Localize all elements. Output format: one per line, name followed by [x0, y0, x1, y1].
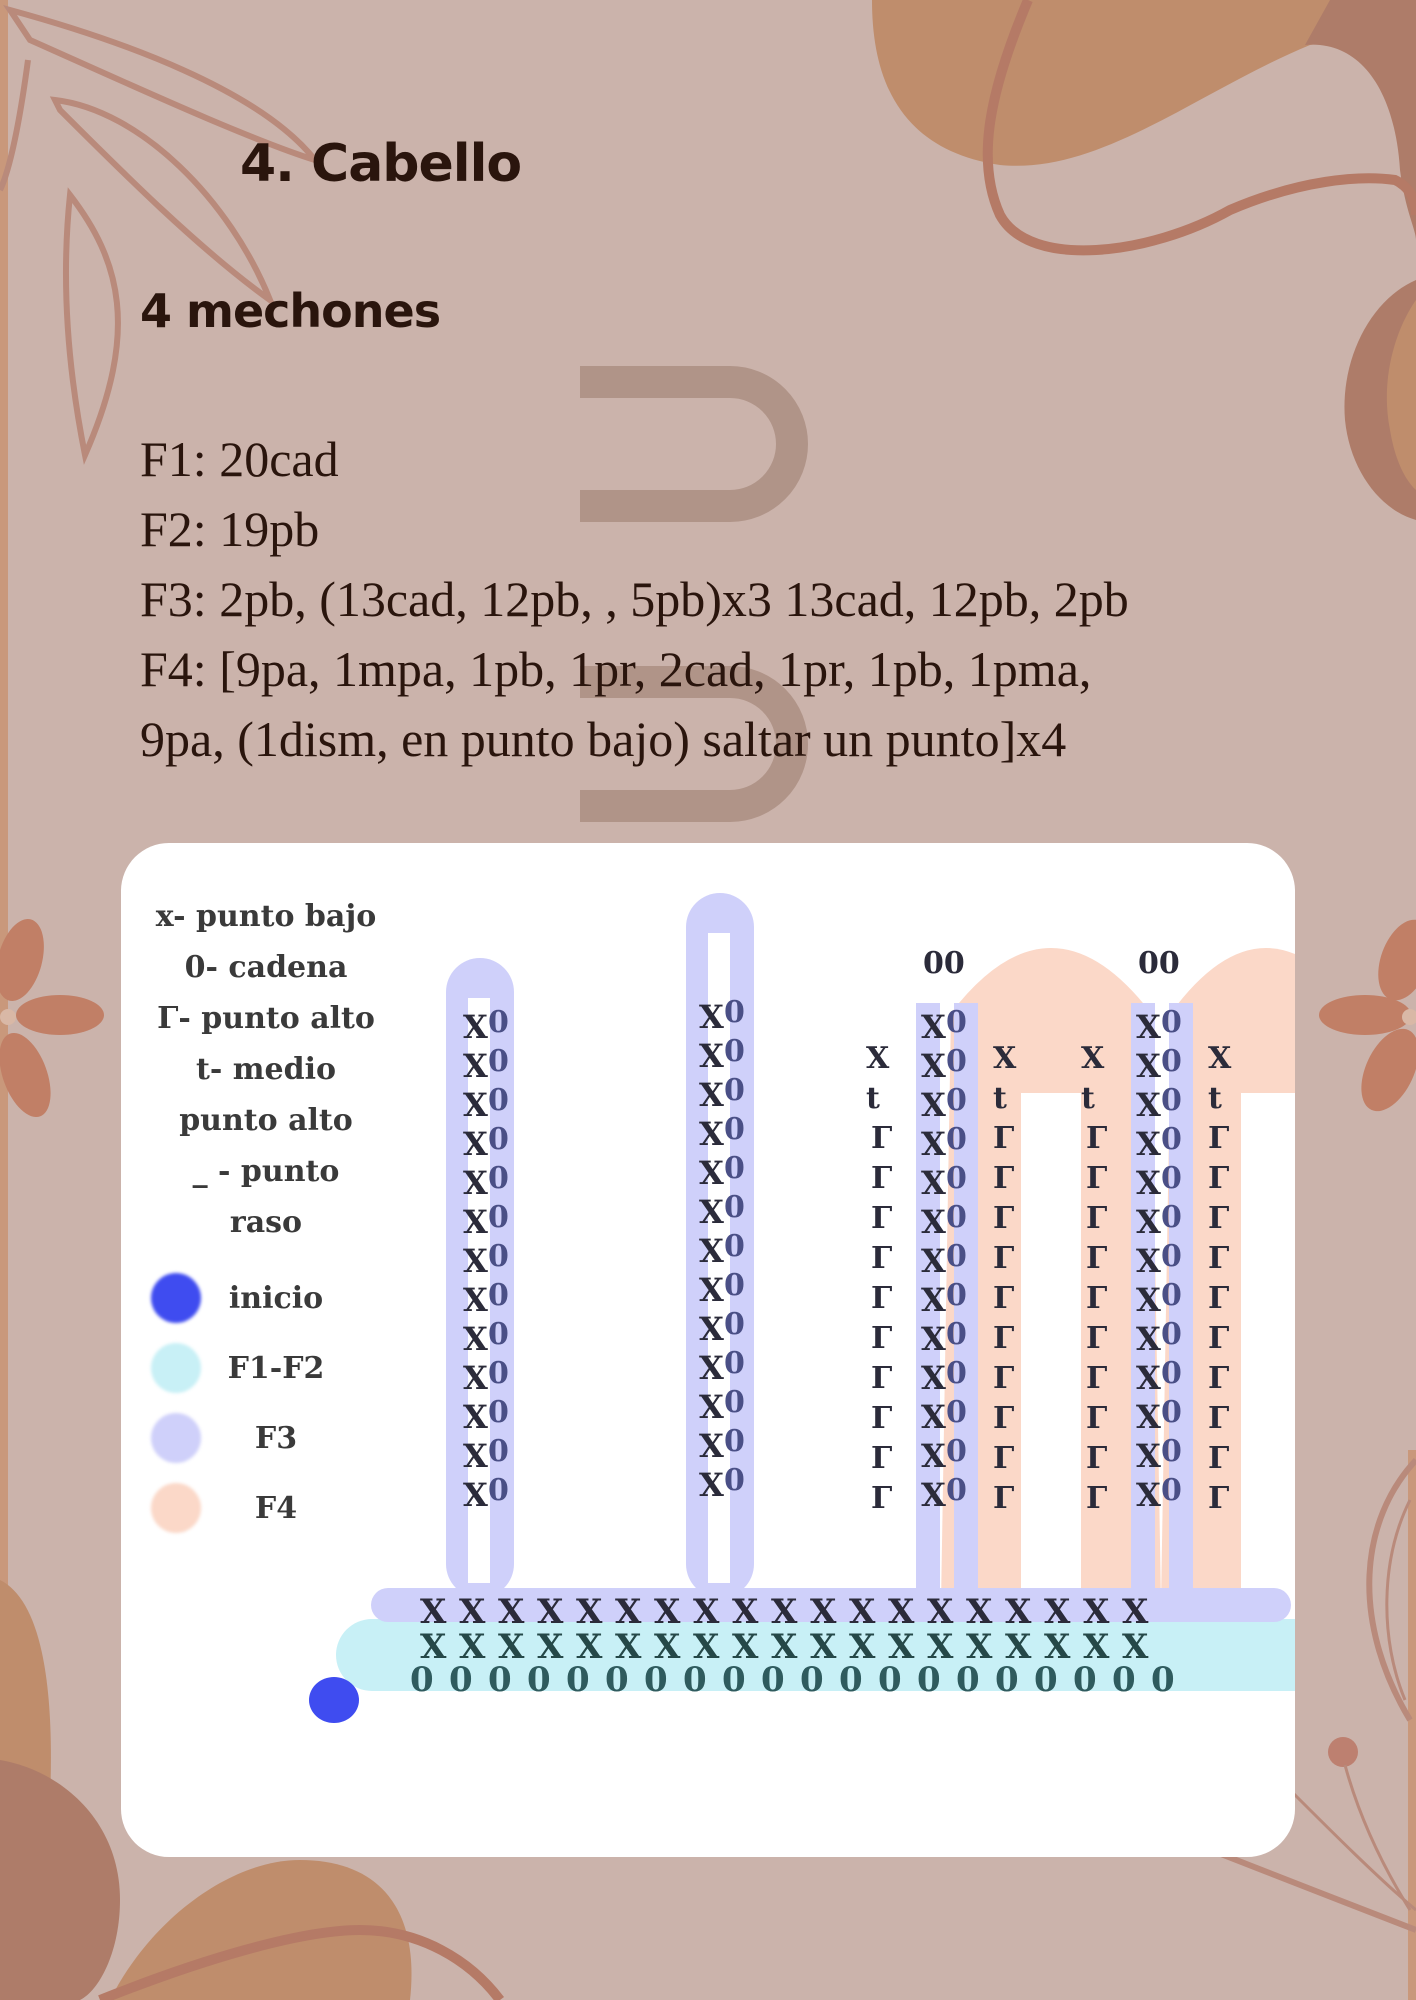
svg-text:X: X	[463, 1398, 488, 1436]
blob-shape	[1387, 300, 1416, 490]
svg-text:X: X	[1136, 1437, 1161, 1475]
svg-text:X: X	[459, 1627, 486, 1667]
svg-text:0: 0	[724, 1463, 745, 1498]
legend-color-f3: F3	[151, 1403, 351, 1473]
svg-text:0: 0	[644, 1660, 668, 1700]
leaf-shape	[0, 60, 28, 190]
f4-dot-icon	[151, 1483, 201, 1533]
svg-text:Γ: Γ	[993, 1361, 1015, 1396]
svg-text:X: X	[463, 1281, 488, 1319]
svg-text:Γ: Γ	[1086, 1321, 1108, 1356]
svg-text:0: 0	[722, 1660, 746, 1700]
svg-text:X: X	[921, 1476, 946, 1514]
leaf-shape	[66, 195, 118, 455]
svg-text:Γ: Γ	[1086, 1481, 1108, 1516]
svg-text:0: 0	[605, 1660, 629, 1700]
svg-text:0: 0	[1161, 1200, 1182, 1235]
svg-text:0: 0	[488, 1660, 512, 1700]
svg-text:Γ: Γ	[993, 1161, 1015, 1196]
svg-text:X: X	[463, 1320, 488, 1358]
svg-text:X: X	[463, 1164, 488, 1202]
f1f2-dot-icon	[151, 1343, 201, 1393]
svg-text:0: 0	[1161, 1317, 1182, 1352]
svg-text:X: X	[927, 1627, 954, 1667]
svg-text:0: 0	[1161, 1005, 1182, 1040]
svg-text:0: 0	[724, 1073, 745, 1108]
svg-text:0: 0	[724, 1307, 745, 1342]
svg-text:Γ: Γ	[993, 1321, 1015, 1356]
svg-text:X: X	[921, 1398, 946, 1436]
svg-text:Γ: Γ	[1208, 1241, 1230, 1276]
svg-text:0: 0	[946, 1278, 967, 1313]
svg-text:0: 0	[724, 1190, 745, 1225]
svg-text:X: X	[927, 1592, 954, 1632]
svg-text:X: X	[1005, 1592, 1032, 1632]
svg-text:X: X	[463, 1359, 488, 1397]
leaf-shape	[1387, 1500, 1410, 1700]
svg-text:Γ: Γ	[993, 1441, 1015, 1476]
svg-text:X: X	[420, 1627, 447, 1667]
svg-text:Γ: Γ	[1086, 1401, 1108, 1436]
svg-text:0: 0	[488, 1434, 509, 1469]
svg-text:Γ: Γ	[871, 1401, 893, 1436]
svg-text:0: 0	[800, 1660, 824, 1700]
svg-text:0: 0	[1161, 1239, 1182, 1274]
svg-text:0: 0	[946, 1122, 967, 1157]
svg-text:X: X	[537, 1592, 564, 1632]
svg-text:X: X	[1136, 1086, 1161, 1124]
svg-text:X: X	[1083, 1627, 1110, 1667]
svg-text:0: 0	[946, 1005, 967, 1040]
svg-text:X: X	[463, 1047, 488, 1085]
svg-text:X: X	[699, 1232, 724, 1270]
svg-text:X: X	[699, 1076, 724, 1114]
svg-text:Γ: Γ	[993, 1201, 1015, 1236]
svg-text:X: X	[699, 1037, 724, 1075]
svg-text:0: 0	[410, 1660, 434, 1700]
svg-text:0: 0	[1161, 1044, 1182, 1079]
svg-text:X: X	[921, 1320, 946, 1358]
svg-text:X: X	[699, 1388, 724, 1426]
svg-text:0: 0	[488, 1317, 509, 1352]
svg-text:X: X	[576, 1592, 603, 1632]
svg-text:Γ: Γ	[1208, 1281, 1230, 1316]
svg-text:X: X	[888, 1627, 915, 1667]
pattern-instructions	[140, 424, 1290, 774]
legend-color-start: inicio	[151, 1263, 351, 1333]
legend-color-f4: F4	[151, 1473, 351, 1543]
instruction-row-f4: F4: [9pa, 1mpa, 1pb, 1pr, 2cad, 1pr, 1pb, 1pma,	[140, 641, 1092, 697]
blob-shape	[0, 1580, 51, 2000]
svg-text:0: 0	[683, 1660, 707, 1700]
svg-text:X: X	[1136, 1203, 1161, 1241]
svg-text:X: X	[921, 1047, 946, 1085]
svg-text:0: 0	[724, 1385, 745, 1420]
svg-text:0: 0	[839, 1660, 863, 1700]
svg-text:X: X	[1005, 1627, 1032, 1667]
svg-text:X: X	[463, 1086, 488, 1124]
svg-text:X: X	[693, 1627, 720, 1667]
svg-text:X: X	[615, 1627, 642, 1667]
svg-text:0: 0	[488, 1395, 509, 1430]
svg-text:00: 00	[1138, 946, 1180, 981]
f3-dot-icon	[151, 1413, 201, 1463]
leaf-shape	[1369, 1460, 1416, 1720]
svg-text:X: X	[810, 1627, 837, 1667]
svg-text:0: 0	[917, 1660, 941, 1700]
blob-shape	[0, 1760, 120, 2000]
svg-text:t: t	[866, 1081, 880, 1116]
svg-text:Γ: Γ	[871, 1121, 893, 1156]
svg-text:Γ: Γ	[871, 1281, 893, 1316]
svg-text:X: X	[732, 1592, 759, 1632]
svg-text:0: 0	[724, 995, 745, 1030]
svg-text:X: X	[463, 1125, 488, 1163]
svg-text:0: 0	[946, 1356, 967, 1391]
flower-shape	[1319, 912, 1416, 1120]
svg-text:X: X	[1136, 1008, 1161, 1046]
instruction-row-f2: F2: 19pb	[140, 501, 320, 557]
svg-text:X: X	[1136, 1476, 1161, 1514]
instruction-row-f4-cont: 9pa, (1dism, en punto bajo) saltar un punto]x4	[140, 711, 1067, 767]
svg-text:X: X	[699, 1466, 724, 1504]
svg-text:0: 0	[946, 1317, 967, 1352]
svg-text:X: X	[699, 1115, 724, 1153]
svg-text:X: X	[699, 1193, 724, 1231]
svg-text:X: X	[1136, 1125, 1161, 1163]
svg-text:X: X	[498, 1592, 525, 1632]
leaf-shape	[55, 100, 270, 300]
instruction-row-f1: F1: 20cad	[140, 431, 339, 487]
svg-text:0: 0	[724, 1229, 745, 1264]
svg-text:0: 0	[724, 1424, 745, 1459]
svg-text:Γ: Γ	[1208, 1201, 1230, 1236]
svg-text:0: 0	[946, 1434, 967, 1469]
page-subtitle: 4 mechones	[140, 284, 441, 338]
svg-text:X: X	[615, 1592, 642, 1632]
svg-text:0: 0	[1161, 1473, 1182, 1508]
svg-text:t: t	[1208, 1081, 1222, 1116]
svg-text:X: X	[921, 1125, 946, 1163]
svg-text:X: X	[463, 1242, 488, 1280]
svg-text:X: X	[1136, 1398, 1161, 1436]
svg-text:X: X	[463, 1476, 488, 1514]
legend-symbol-slip-cont: raso	[229, 1205, 303, 1240]
svg-text:X: X	[1136, 1242, 1161, 1280]
svg-text:X: X	[866, 1041, 890, 1076]
page-title: 4. Cabello	[240, 134, 522, 194]
legend-color-f1f2: F1-F2	[151, 1333, 351, 1403]
svg-text:X: X	[921, 1203, 946, 1241]
svg-text:Γ: Γ	[993, 1281, 1015, 1316]
svg-text:Γ: Γ	[871, 1201, 893, 1236]
svg-text:Γ: Γ	[1208, 1401, 1230, 1436]
legend-symbol-chain: 0- cadena	[184, 950, 348, 985]
legend-symbol-slip: _ - punto	[192, 1154, 340, 1189]
svg-text:Γ: Γ	[871, 1241, 893, 1276]
svg-text:X: X	[1122, 1627, 1149, 1667]
svg-text:0: 0	[488, 1083, 509, 1118]
svg-text:0: 0	[488, 1044, 509, 1079]
svg-text:X: X	[1122, 1592, 1149, 1632]
svg-text:0: 0	[1161, 1161, 1182, 1196]
blob-shape	[1305, 0, 1416, 240]
svg-text:X: X	[498, 1627, 525, 1667]
svg-text:Γ: Γ	[1086, 1121, 1108, 1156]
svg-text:Γ: Γ	[871, 1321, 893, 1356]
svg-text:X: X	[966, 1592, 993, 1632]
svg-text:X: X	[420, 1592, 447, 1632]
svg-text:X: X	[993, 1041, 1017, 1076]
svg-text:0: 0	[488, 1473, 509, 1508]
svg-text:0: 0	[761, 1660, 785, 1700]
svg-text:0: 0	[724, 1034, 745, 1069]
svg-text:0: 0	[1073, 1660, 1097, 1700]
start-dot	[309, 1677, 359, 1723]
svg-text:Γ: Γ	[1086, 1201, 1108, 1236]
svg-text:X: X	[849, 1627, 876, 1667]
symbol-legend	[141, 891, 391, 1248]
svg-text:X: X	[1136, 1320, 1161, 1358]
svg-text:Γ: Γ	[993, 1401, 1015, 1436]
svg-text:0: 0	[878, 1660, 902, 1700]
svg-text:0: 0	[488, 1122, 509, 1157]
svg-text:0: 0	[1034, 1660, 1058, 1700]
svg-text:X: X	[463, 1203, 488, 1241]
svg-text:0: 0	[946, 1473, 967, 1508]
svg-text:X: X	[1136, 1164, 1161, 1202]
color-legend	[151, 1263, 351, 1543]
blob-shape	[872, 0, 1416, 166]
svg-text:0: 0	[1151, 1660, 1175, 1700]
svg-text:X: X	[1136, 1359, 1161, 1397]
svg-text:X: X	[463, 1008, 488, 1046]
svg-text:X: X	[966, 1627, 993, 1667]
svg-text:0: 0	[488, 1278, 509, 1313]
svg-text:0: 0	[1161, 1356, 1182, 1391]
svg-text:0: 0	[724, 1151, 745, 1186]
svg-text:Γ: Γ	[871, 1481, 893, 1516]
svg-text:X: X	[921, 1242, 946, 1280]
svg-text:X: X	[699, 1154, 724, 1192]
svg-text:Γ: Γ	[1086, 1161, 1108, 1196]
svg-text:0: 0	[488, 1005, 509, 1040]
svg-text:X: X	[1083, 1592, 1110, 1632]
start-dot-icon	[151, 1273, 201, 1323]
svg-text:0: 0	[1161, 1122, 1182, 1157]
svg-text:Γ: Γ	[1086, 1281, 1108, 1316]
svg-text:Γ: Γ	[1208, 1361, 1230, 1396]
blob-shape	[110, 1860, 412, 2000]
blob-shape	[1344, 280, 1416, 520]
svg-text:Γ: Γ	[1086, 1441, 1108, 1476]
svg-text:0: 0	[724, 1268, 745, 1303]
svg-text:0: 0	[724, 1112, 745, 1147]
svg-text:X: X	[699, 1271, 724, 1309]
legend-symbol-sc: x- punto bajo	[155, 899, 377, 934]
svg-text:X: X	[1044, 1592, 1071, 1632]
svg-text:X: X	[1044, 1627, 1071, 1667]
svg-text:X: X	[654, 1627, 681, 1667]
svg-text:X: X	[771, 1627, 798, 1667]
svg-text:X: X	[888, 1592, 915, 1632]
svg-text:X: X	[576, 1627, 603, 1667]
svg-text:0: 0	[527, 1660, 551, 1700]
instruction-row-f3: F3: 2pb, (13cad, 12pb, , 5pb)x3 13cad, 12pb, 2pb	[140, 571, 1129, 627]
svg-text:X: X	[1136, 1047, 1161, 1085]
svg-text:Γ: Γ	[1208, 1481, 1230, 1516]
svg-text:X: X	[921, 1086, 946, 1124]
svg-text:00: 00	[923, 946, 965, 981]
svg-text:0: 0	[946, 1083, 967, 1118]
svg-text:0: 0	[488, 1200, 509, 1235]
svg-text:X: X	[463, 1437, 488, 1475]
legend-symbol-hdc-cont: punto alto	[179, 1103, 353, 1138]
svg-text:0: 0	[1112, 1660, 1136, 1700]
svg-text:X: X	[1136, 1281, 1161, 1319]
svg-text:Γ: Γ	[993, 1241, 1015, 1276]
svg-text:X: X	[1081, 1041, 1105, 1076]
svg-text:0: 0	[1161, 1434, 1182, 1469]
svg-text:0: 0	[946, 1161, 967, 1196]
svg-text:0: 0	[488, 1161, 509, 1196]
svg-text:X: X	[1208, 1041, 1232, 1076]
svg-text:0: 0	[956, 1660, 980, 1700]
svg-text:Γ: Γ	[1208, 1161, 1230, 1196]
svg-text:0: 0	[995, 1660, 1019, 1700]
svg-text:X: X	[459, 1592, 486, 1632]
leaf-shape	[1290, 1790, 1416, 1910]
curve-line	[988, 0, 1416, 250]
svg-text:0: 0	[449, 1660, 473, 1700]
svg-text:X: X	[810, 1592, 837, 1632]
svg-text:X: X	[699, 1310, 724, 1348]
svg-text:0: 0	[946, 1239, 967, 1274]
legend-symbol-dc: Γ- punto alto	[157, 1001, 375, 1036]
svg-text:Γ: Γ	[993, 1481, 1015, 1516]
svg-text:0: 0	[488, 1356, 509, 1391]
svg-text:0: 0	[724, 1346, 745, 1381]
svg-text:X: X	[699, 1427, 724, 1465]
svg-text:t: t	[993, 1081, 1007, 1116]
svg-text:0: 0	[1161, 1083, 1182, 1118]
svg-text:Γ: Γ	[993, 1121, 1015, 1156]
svg-text:X: X	[921, 1008, 946, 1046]
svg-text:0: 0	[946, 1200, 967, 1235]
svg-text:X: X	[921, 1437, 946, 1475]
svg-text:Γ: Γ	[871, 1161, 893, 1196]
diagram-card	[121, 843, 1295, 1857]
svg-text:Γ: Γ	[871, 1361, 893, 1396]
svg-text:Γ: Γ	[871, 1441, 893, 1476]
svg-text:X: X	[849, 1592, 876, 1632]
svg-text:Γ: Γ	[1086, 1361, 1108, 1396]
svg-text:X: X	[732, 1627, 759, 1667]
svg-text:X: X	[693, 1592, 720, 1632]
svg-text:t: t	[1081, 1081, 1095, 1116]
svg-text:X: X	[537, 1627, 564, 1667]
svg-text:0: 0	[566, 1660, 590, 1700]
svg-text:Γ: Γ	[1086, 1241, 1108, 1276]
svg-text:0: 0	[488, 1239, 509, 1274]
svg-text:0: 0	[1161, 1278, 1182, 1313]
flower-shape	[0, 914, 104, 1124]
svg-text:X: X	[921, 1281, 946, 1319]
svg-text:X: X	[921, 1164, 946, 1202]
legend-symbol-hdc: t- medio	[196, 1052, 336, 1087]
svg-text:X: X	[699, 1349, 724, 1387]
svg-text:X: X	[921, 1359, 946, 1397]
curve-line	[100, 1930, 500, 2000]
svg-text:X: X	[771, 1592, 798, 1632]
svg-text:Γ: Γ	[1208, 1321, 1230, 1356]
svg-text:Γ: Γ	[1208, 1441, 1230, 1476]
svg-text:Γ: Γ	[1208, 1121, 1230, 1156]
svg-text:0: 0	[1161, 1395, 1182, 1430]
svg-text:X: X	[699, 998, 724, 1036]
svg-text:X: X	[654, 1592, 681, 1632]
svg-text:0: 0	[946, 1395, 967, 1430]
svg-text:0: 0	[946, 1044, 967, 1079]
